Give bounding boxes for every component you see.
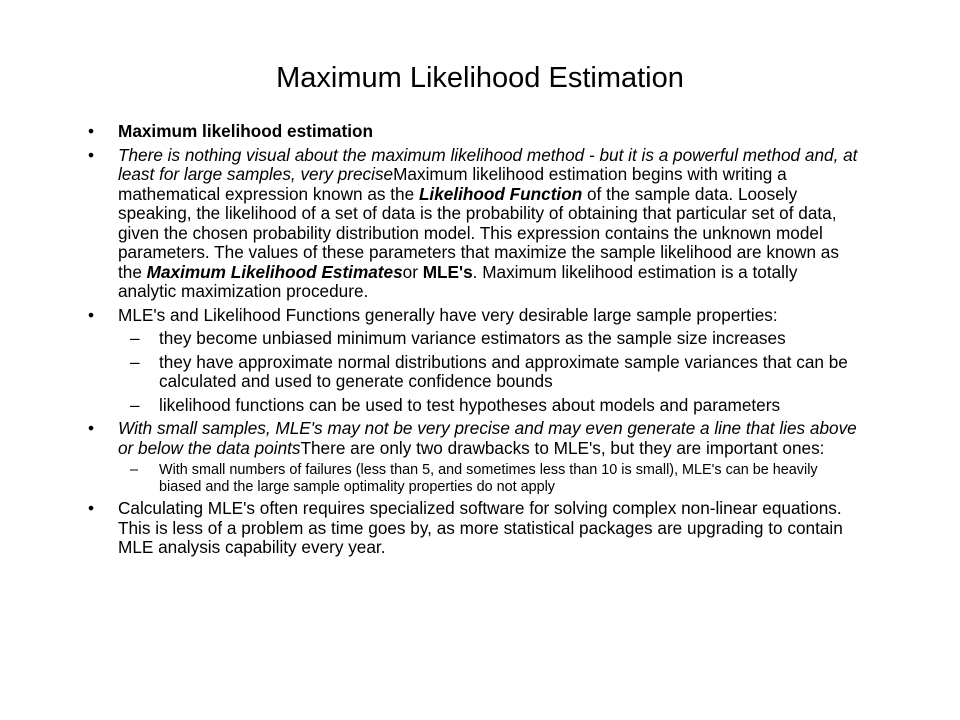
mles-term: MLE's [422, 261, 473, 282]
description-italic: There is nothing visual about the maximum likelihood method - but it is a powerful method and, at least for large samples, very precise [118, 144, 858, 184]
specialized-software-text: Calculating MLE's often requires specialized software for solving complex non-linear equations. This is less of a problem as time goes by, as more statistical packages are upgrading to contain MLE analysis capability every year. [118, 498, 843, 557]
sub-bullet-normal-distributions-text: they have approximate normal distributions and approximate sample variances that can be calculated and used to generate confidence bounds [159, 351, 848, 391]
bullet-mle-description [88, 146, 858, 302]
description-text-1: Maximum likelihood estimation begins with writing a mathematical expression known as the [118, 164, 787, 204]
sub-bullet-hypotheses [130, 396, 858, 416]
sub-bullet-small-failures-text: With small numbers of failures (less than 5, and sometimes less than 10 is small), MLE's can be heavily biased and the large sample optimality properties do not apply [159, 462, 818, 495]
bullet-specialized-software [88, 499, 858, 558]
slide-body [88, 122, 858, 562]
slide-title: Maximum Likelihood Estimation [276, 62, 684, 94]
sub-bullet-normal-distributions [130, 353, 858, 392]
bullet-mle-heading [88, 122, 858, 142]
mle-estimates-term: Maximum Likelihood Estimates [146, 261, 403, 282]
description-text-2: of the sample data. Loosely speaking, the likelihood of a set of data is the probability of obtaining that particular set of data, given the chosen probability distribution model. This expression contains the unknown model parameters. The values of these parameters that maximize the sample likelihood are known as the [118, 183, 839, 282]
large-sample-properties-text: MLE's and Likelihood Functions generally have very desirable large sample properties: [118, 304, 778, 325]
description-text-3: or [402, 261, 423, 282]
likelihood-function-term: Likelihood Function [418, 183, 583, 204]
small-samples-italic: With small samples, MLE's may not be very precise and may even generate a line that lies above or below the data points [118, 418, 857, 458]
bullet-mle-heading-text: Maximum likelihood estimation [118, 121, 373, 141]
sub-bullet-unbiased [130, 329, 858, 349]
small-samples-text: There are only two drawbacks to MLE's, but they are important ones: [300, 437, 825, 458]
bullet-small-samples [88, 419, 858, 458]
description-text-4: . Maximum likelihood estimation is a totally analytic maximization procedure. [118, 261, 798, 301]
sub-bullet-unbiased-text: they become unbiased minimum variance estimators as the sample size increases [159, 328, 786, 348]
bullet-large-sample-properties [88, 306, 858, 326]
sub-bullet-small-failures [130, 462, 858, 495]
sub-bullet-hypotheses-text: likelihood functions can be used to test hypotheses about models and parameters [159, 394, 781, 415]
